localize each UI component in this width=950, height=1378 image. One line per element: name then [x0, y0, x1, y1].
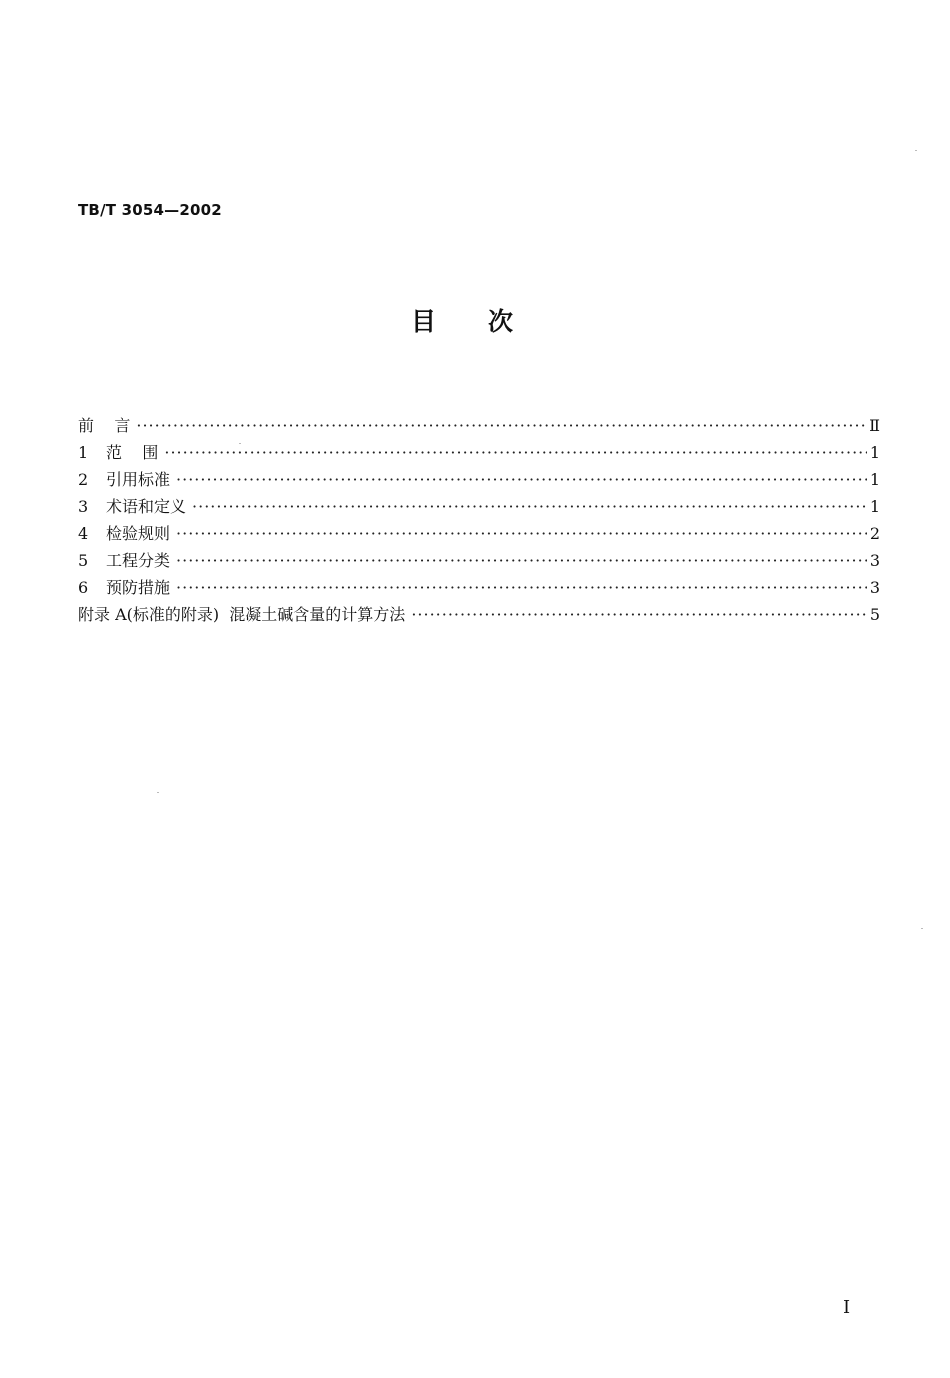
- toc-entry[interactable]: [78, 574, 880, 601]
- toc-entry-number: 2: [78, 470, 89, 489]
- toc-entry-page: 1: [869, 497, 880, 516]
- toc-entry[interactable]: [78, 520, 880, 547]
- toc-entry-page: Ⅱ: [869, 416, 880, 435]
- toc-leader-dots: [411, 601, 867, 628]
- toc-entry-page: 3: [869, 578, 880, 597]
- toc-leader-dots: [176, 520, 867, 547]
- toc-entry[interactable]: [78, 439, 880, 466]
- toc-entry[interactable]: [78, 493, 880, 520]
- toc-entry-text: 检验规则: [106, 524, 171, 543]
- standard-code: TB/T 3054—2002: [78, 201, 222, 219]
- toc-entry-text: 附录 A(标准的附录) 混凝土碱含量的计算方法: [78, 605, 406, 624]
- scan-speck: [239, 443, 241, 444]
- toc-entry[interactable]: [78, 547, 880, 574]
- toc-entry-number: 6: [78, 578, 89, 597]
- scan-speck: [921, 928, 923, 929]
- toc-entry[interactable]: [78, 601, 880, 628]
- toc-entry-page: 5: [869, 605, 880, 624]
- toc-leader-dots: [164, 439, 866, 466]
- page-number: I: [843, 1297, 851, 1318]
- toc-entry-text: 范 围: [106, 443, 159, 462]
- toc-entry-page: 3: [869, 551, 880, 570]
- toc-entry-page: 2: [869, 524, 880, 543]
- toc-entry-number: 3: [78, 497, 89, 516]
- toc-leader-dots: [176, 574, 867, 601]
- table-of-contents: [78, 412, 880, 628]
- toc-entry-text: 前 言: [78, 416, 131, 435]
- scan-speck: [915, 150, 917, 151]
- toc-leader-dots: [176, 466, 867, 493]
- toc-entry-number: 5: [78, 551, 89, 570]
- scan-speck: [157, 792, 159, 793]
- toc-entry-text: 预防措施: [106, 578, 171, 597]
- toc-leader-dots: [136, 412, 866, 439]
- toc-entry-text: 引用标准: [106, 470, 171, 489]
- toc-title: 目次: [410, 307, 565, 336]
- toc-entry[interactable]: [78, 466, 880, 493]
- toc-entry-text: 术语和定义: [106, 497, 187, 516]
- toc-entry-number: 4: [78, 524, 89, 543]
- toc-leader-dots: [192, 493, 867, 520]
- toc-entry-number: 1: [78, 443, 89, 462]
- toc-entry[interactable]: [78, 412, 880, 439]
- toc-entry-page: 1: [869, 470, 880, 489]
- toc-entry-page: 1: [869, 443, 880, 462]
- toc-leader-dots: [176, 547, 867, 574]
- toc-entry-text: 工程分类: [106, 551, 171, 570]
